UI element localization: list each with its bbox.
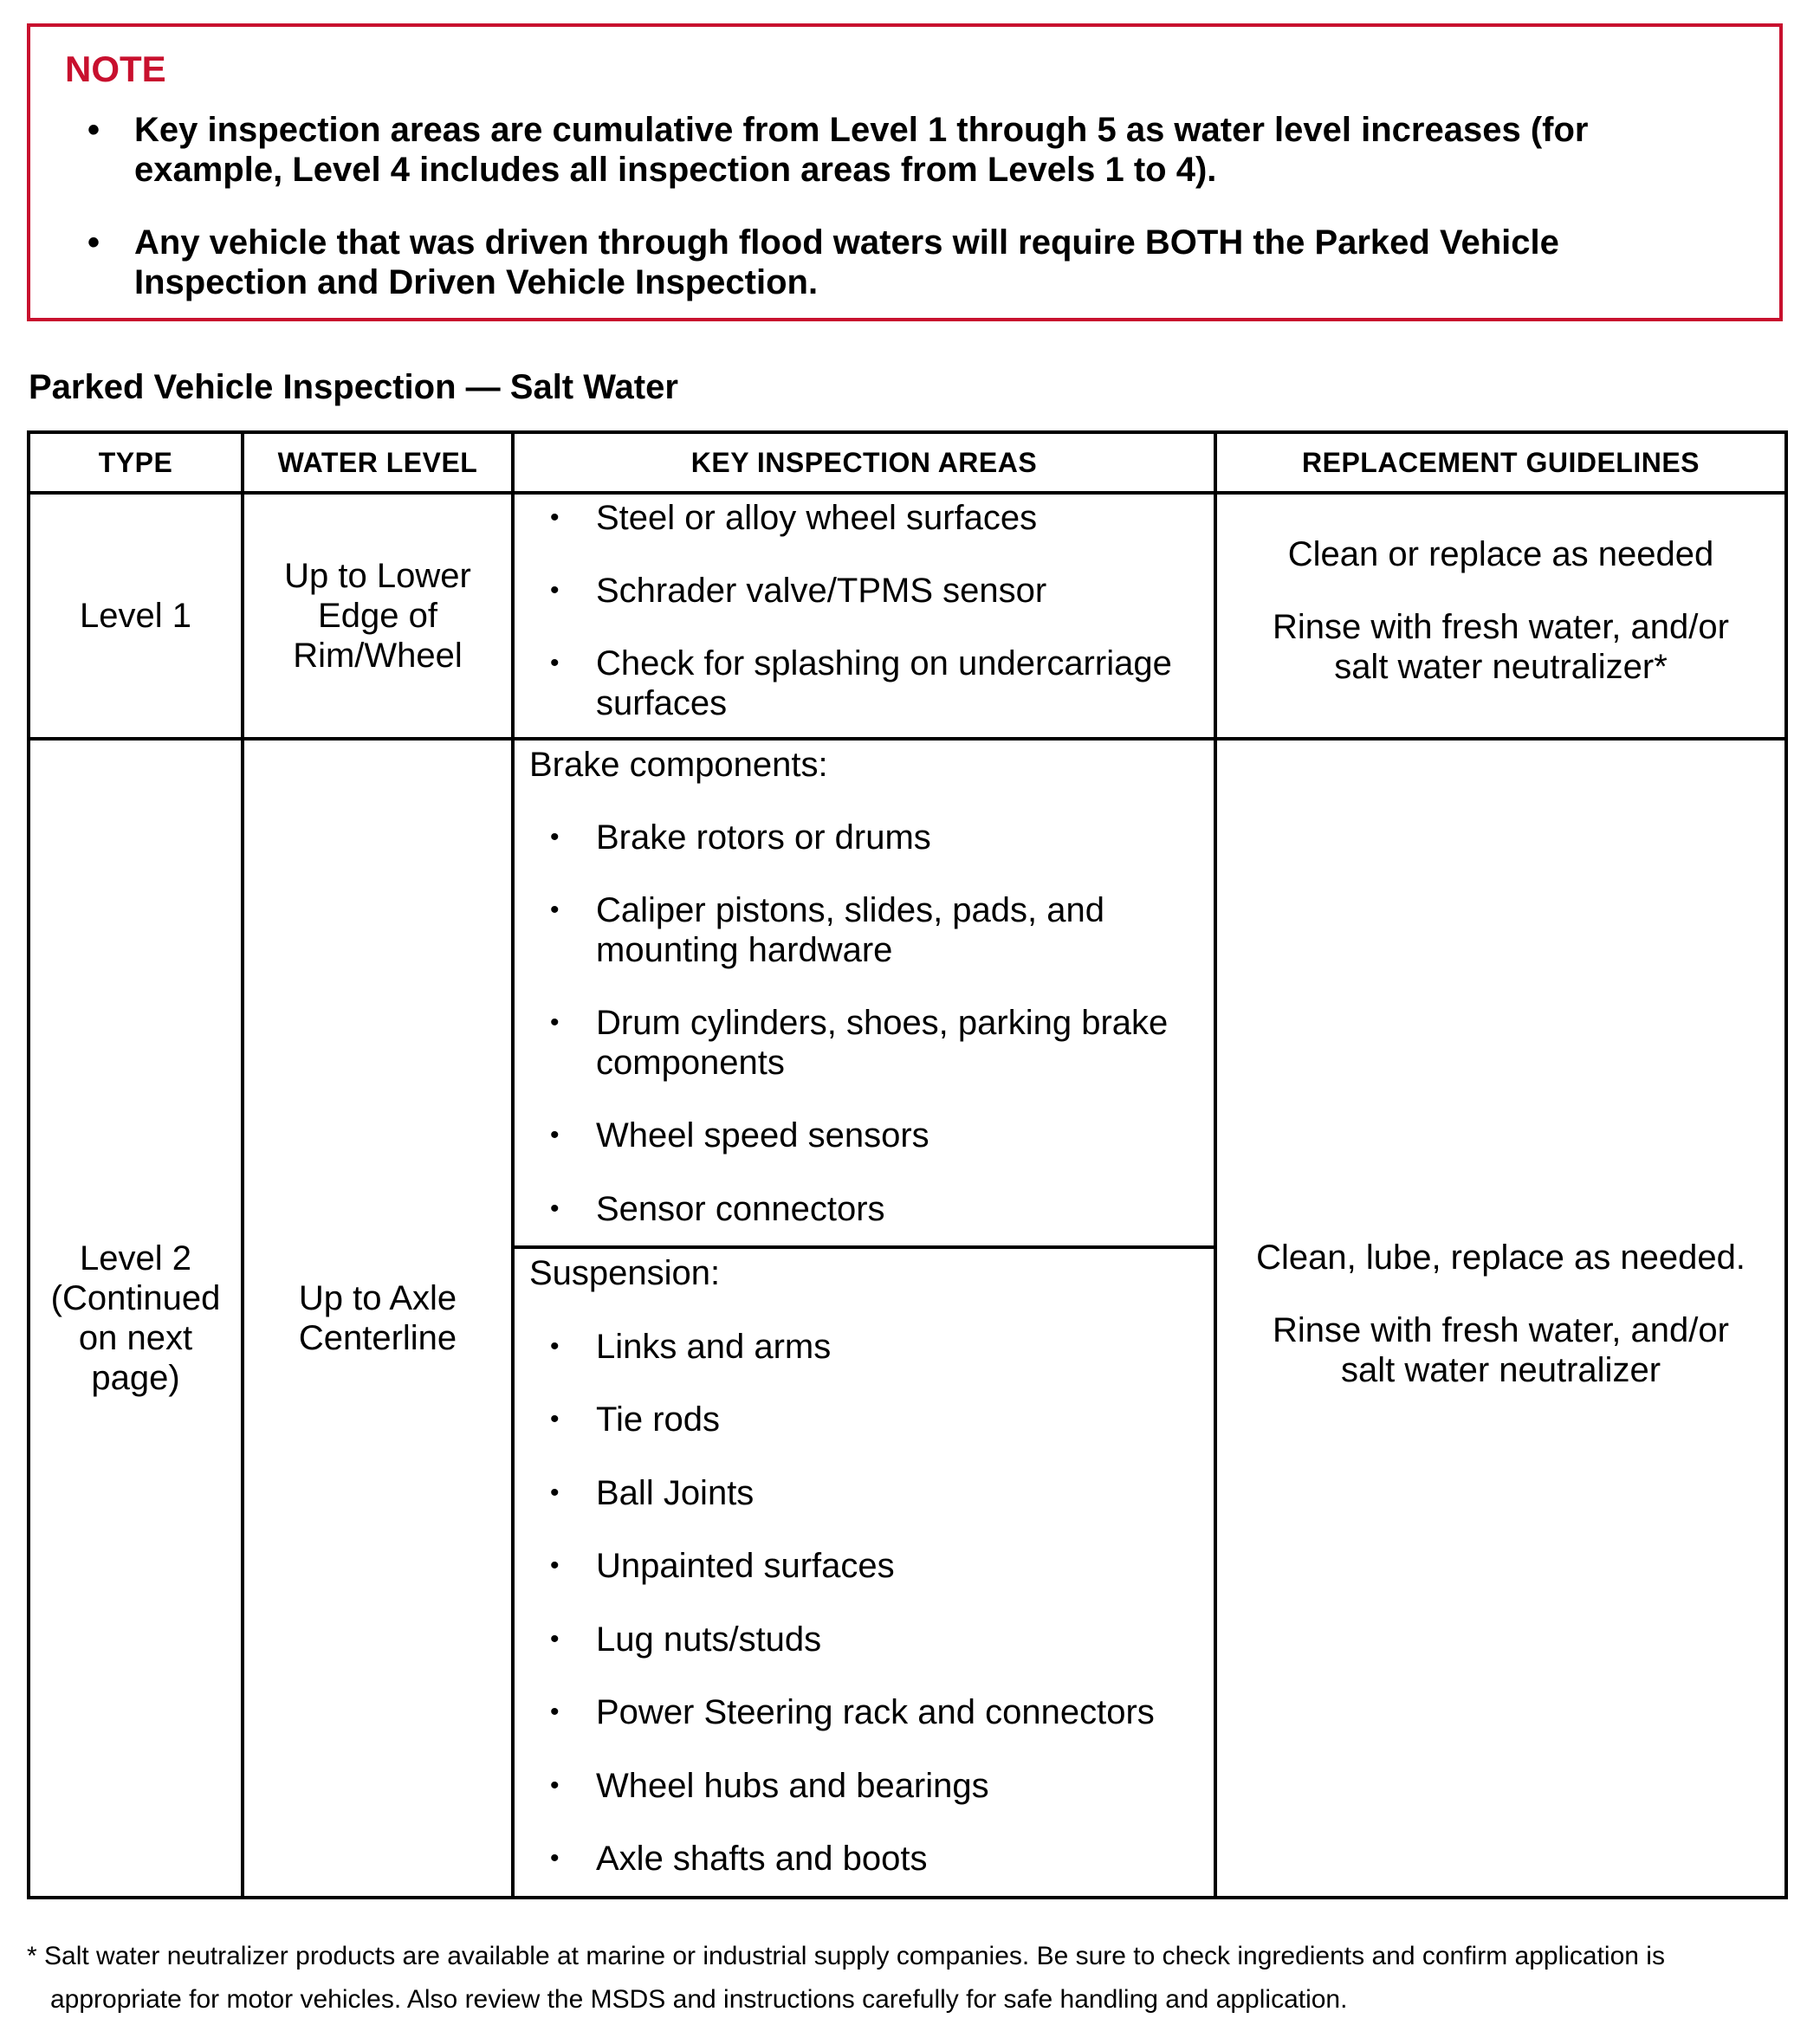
- row2-guideline: Rinse with fresh water, and/or salt water neutralizer: [1273, 1311, 1729, 1389]
- header-replacement-guidelines: REPLACEMENT GUIDELINES: [1301, 446, 1700, 478]
- bullet-icon: •: [550, 1844, 560, 1873]
- list-item: • Unpainted surfaces: [550, 1547, 895, 1585]
- list-item: • Links and arms: [550, 1328, 832, 1366]
- row1-guideline: Clean or replace as needed: [1287, 535, 1714, 573]
- bullet-icon: •: [550, 1698, 560, 1726]
- note-item: [87, 110, 1716, 190]
- row1-guideline: Rinse with fresh water, and/or salt water neutralizer*: [1273, 608, 1729, 686]
- bullet-icon: •: [550, 823, 560, 851]
- note-item-text: Any vehicle that was driven through flood waters will require BOTH the Parked Vehicle Inspection and Driven Vehicle Inspection.: [134, 223, 1559, 301]
- list-item: • Power Steering rack and connectors: [550, 1693, 1155, 1731]
- bullet-icon: •: [550, 1332, 560, 1361]
- bullet-icon: •: [550, 1771, 560, 1800]
- footnote: [27, 1935, 1794, 2021]
- row1-water-level: Up to Lower Edge of Rim/Wheel: [284, 557, 471, 675]
- row2-type: Level 2 (Continued on next page): [50, 1239, 221, 1397]
- group-heading-brake-components: Brake components:: [529, 746, 828, 784]
- list-item: • Tie rods: [550, 1400, 721, 1439]
- bullet-icon: •: [550, 503, 560, 532]
- note-box: [27, 23, 1783, 321]
- list-item: • Check for splashing on undercarriage surfaces: [550, 644, 1172, 722]
- row1-type: Level 1: [80, 597, 191, 635]
- bullet-icon: •: [87, 223, 100, 262]
- list-item: • Wheel speed sensors: [550, 1116, 929, 1155]
- section-title: Parked Vehicle Inspection — Salt Water: [29, 368, 678, 406]
- bullet-icon: •: [550, 1194, 560, 1223]
- bullet-icon: •: [550, 1478, 560, 1507]
- header-type: TYPE: [98, 446, 173, 478]
- bullet-icon: •: [550, 1008, 560, 1037]
- list-item: • Caliper pistons, slides, pads, and mounting hardware: [550, 891, 1104, 969]
- bullet-icon: •: [550, 649, 560, 677]
- inspection-table: [27, 430, 1788, 1899]
- footnote-line: * Salt water neutralizer products are available at marine or industrial supply companies. Be sure to check ingredients and confirm application is: [27, 1942, 1665, 1970]
- header-key-inspection-areas: KEY INSPECTION AREAS: [690, 446, 1038, 478]
- group-heading-suspension: Suspension:: [529, 1254, 721, 1292]
- list-item: • Brake rotors or drums: [550, 818, 931, 857]
- bullet-icon: •: [87, 111, 100, 149]
- note-item: [87, 223, 1716, 302]
- note-item-text: Key inspection areas are cumulative from Level 1 through 5 as water level increases (for example, Level 4 includes all inspection areas from Levels 1 to 4).: [134, 111, 1589, 189]
- list-item: • Axle shafts and boots: [550, 1840, 928, 1878]
- group-divider: [513, 1245, 1215, 1249]
- bullet-icon: •: [550, 576, 560, 605]
- row2-water-level: Up to Axle Centerline: [298, 1279, 457, 1357]
- list-item: • Steel or alloy wheel surfaces: [550, 499, 1038, 537]
- list-item: • Ball Joints: [550, 1474, 755, 1512]
- column-divider: [511, 434, 515, 1896]
- bullet-icon: •: [550, 896, 560, 924]
- bullet-icon: •: [550, 1121, 560, 1149]
- header-water-level: WATER LEVEL: [277, 446, 478, 478]
- footnote-line: appropriate for motor vehicles. Also review the MSDS and instructions carefully for safe handling and application.: [50, 1985, 1348, 2014]
- bullet-icon: •: [550, 1625, 560, 1653]
- list-item: • Schrader valve/TPMS sensor: [550, 572, 1047, 610]
- list-item: • Drum cylinders, shoes, parking brake components: [550, 1004, 1169, 1082]
- note-title: NOTE: [65, 49, 166, 89]
- row2-guideline: Clean, lube, replace as needed.: [1256, 1239, 1746, 1277]
- list-item: • Wheel hubs and bearings: [550, 1767, 989, 1805]
- bullet-icon: •: [550, 1551, 560, 1580]
- list-item: • Sensor connectors: [550, 1190, 885, 1228]
- bullet-icon: •: [550, 1405, 560, 1433]
- column-divider: [1214, 434, 1217, 1896]
- list-item: • Lug nuts/studs: [550, 1620, 822, 1659]
